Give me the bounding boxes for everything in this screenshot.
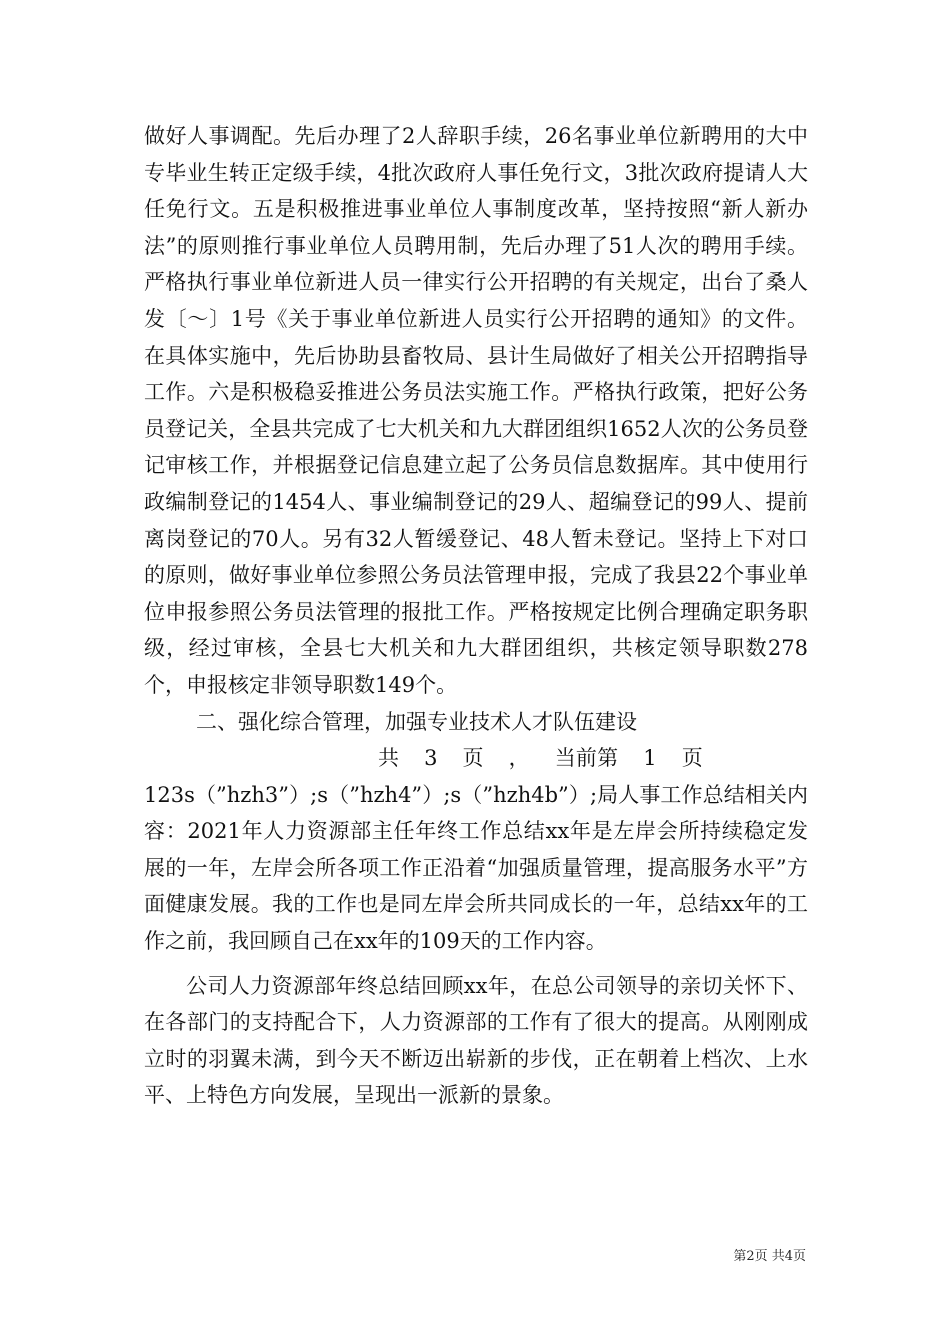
page-counter-total-label: 共 — [378, 746, 400, 771]
page-counter-current-label: 当前第 — [554, 746, 619, 771]
document-page — [144, 118, 808, 1114]
section-heading-2: 二、强化综合管理，加强专业技术人才队伍建设 — [196, 709, 637, 734]
page-counter-line — [144, 740, 808, 777]
page-counter-current-unit: 页 — [681, 746, 703, 771]
page-counter-total: 3 — [424, 746, 438, 771]
page-counter-current: 1 — [643, 746, 657, 771]
paragraph-personnel-allocation: 做好人事调配。先后办理了2人辞职手续，26名事业单位新聘用的大中专毕业生转正定级手续，4批次政府人事任免行文，3批次政府提请人大任免行文。五是积极推进事业单位人事制度改革，坚持按照“新人新办法”的原则推行事业单位人员聘用制，先后办理了51人次的聘用手续。严格执行事业单位新进人员一律实行公开招聘的有关规定，出台了桑人发〔～〕1号《关于事业单位新进人员实行公开招聘的通知》的文件。在具体实施中，先后协助县畜牧局、县计生局做好了相关公开招聘指导工作。六是积极稳妥推进公务员法实施工作。严格执行政策，把好公务员登记关，全县共完成了七大机关和九大群团组织1652人次的公务员登记审核工作，并根据登记信息建立起了公务员信息数据库。其中使用行政编制登记的1454人、事业编制登记的29人、超编登记的99人、提前离岗登记的70人。另有32人暂缓登记、48人暂未登记。坚持上下对口的原则，做好事业单位参照公务员法管理申报，完成了我县22个事业单位申报参照公务员法管理的报批工作。严格按规定比例合理确定职务职级，经过审核，全县七大机关和九大群团组织，共核定领导职数278个，申报核定非领导职数149个。 — [144, 124, 808, 697]
page-counter-page-unit: 页 — [462, 746, 484, 771]
paragraph-related-content: 123s（”hzh3”）;s（”hzh4”）;s（”hzh4b”）;局人事工作总结相关内容：2021年人力资源部主任年终工作总结xx年是左岸会所持续稳定发展的一年，左岸会所各项工作正沿着“加强质量管理，提高服务水平”方面健康发展。我的工作也是同左岸会所共同成长的一年，总结xx年的工作之前，我回顾自己在xx年的109天的工作内容。 — [144, 782, 808, 954]
page-counter-separator: ， — [508, 746, 530, 771]
page-footer: 第2页 共4页 — [733, 1249, 806, 1264]
paragraph-gap — [144, 960, 808, 968]
paragraph-hr-summary: 公司人力资源部年终总结回顾xx年，在总公司领导的亲切关怀下、在各部门的支持配合下，人力资源部的工作有了很大的提高。从刚刚成立时的羽翼未满，到今天不断迈出崭新的步伐，正在朝着上档次、上水平、上特色方向发展，呈现出一派新的景象。 — [144, 973, 808, 1108]
